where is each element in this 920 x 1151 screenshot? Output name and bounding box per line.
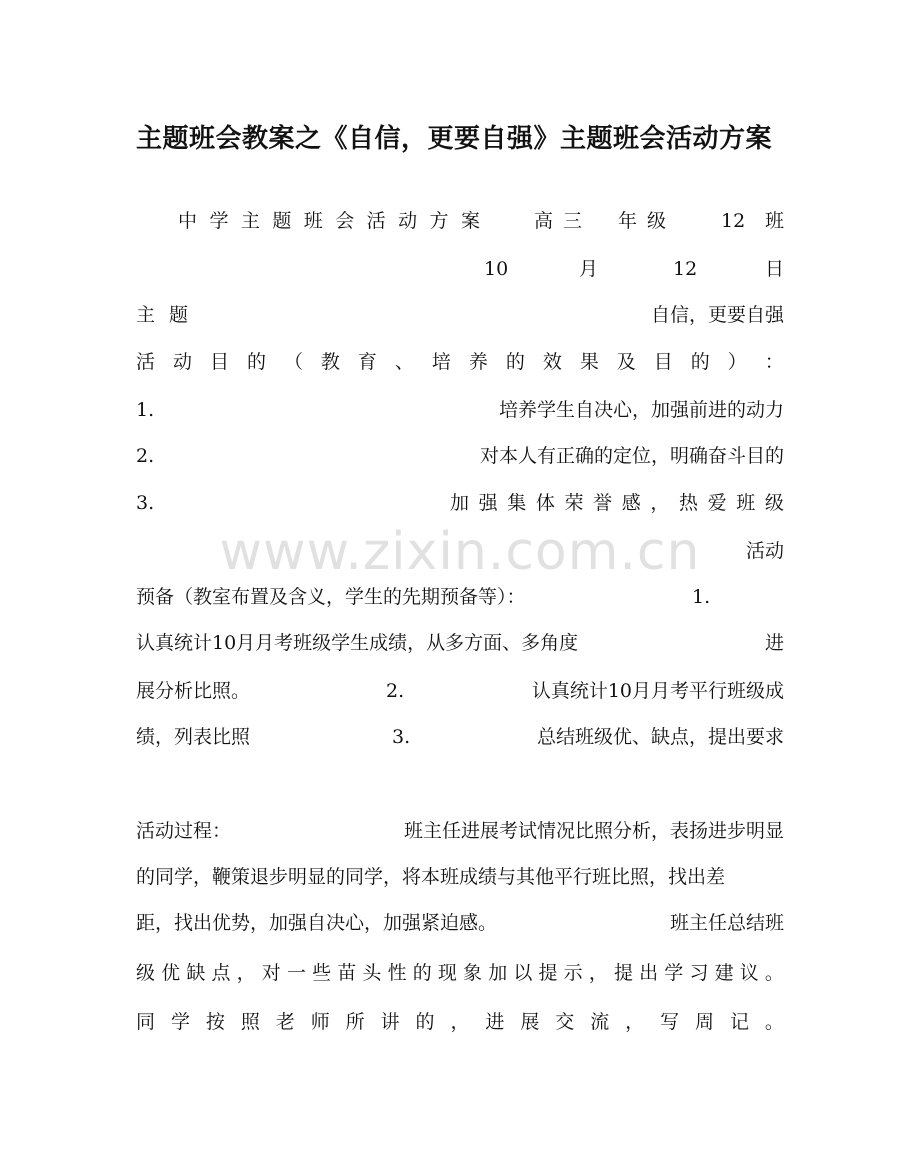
text-char: 活 bbox=[366, 210, 386, 232]
text-char: 级 bbox=[764, 492, 784, 514]
text-char: 案 bbox=[460, 210, 480, 232]
goal-3-text bbox=[450, 488, 784, 518]
prep-text-1-tail: 进 bbox=[764, 632, 784, 654]
text-char: 按 bbox=[205, 1011, 225, 1033]
text-char: 进 bbox=[485, 1011, 505, 1033]
text-char: 学 bbox=[170, 1011, 190, 1033]
text-char: 苗 bbox=[337, 962, 357, 984]
topic-line bbox=[136, 300, 784, 330]
text-char: 优 bbox=[161, 962, 181, 984]
text-char: 写 bbox=[660, 1011, 680, 1033]
text-char: 交 bbox=[555, 1011, 575, 1033]
prep-line-4 bbox=[136, 722, 784, 752]
text-char: 动 bbox=[172, 351, 192, 373]
text-char: 缺 bbox=[186, 962, 206, 984]
goal-2-number: 2. bbox=[136, 445, 155, 467]
text-char: 。 bbox=[764, 962, 784, 984]
text-char: 、 bbox=[394, 351, 414, 373]
activity-word: 活动 bbox=[745, 540, 784, 562]
process-line-1 bbox=[136, 816, 784, 846]
text-char: 效 bbox=[542, 351, 562, 373]
text-char: 议 bbox=[739, 962, 759, 984]
prep-heading: 预备（教室布置及含义，学生的先期预备等）： bbox=[136, 586, 526, 608]
goal-3-number: 3. bbox=[136, 492, 155, 514]
watermark: www.zixin.com.cn bbox=[219, 522, 701, 582]
text-char: 以 bbox=[513, 962, 533, 984]
prep-text-2: 认真统计10月月考平行班级成 bbox=[531, 680, 784, 702]
text-char: 誉 bbox=[593, 492, 613, 514]
text-char: 主 bbox=[240, 210, 260, 232]
prep-line-1 bbox=[136, 582, 784, 612]
process-text-2: 的同学，鞭策退步明显的同学，将本班成绩与其他平行班比照，找出差 bbox=[136, 866, 726, 888]
prep-text-1: 认真统计10月月考班级学生成绩，从多方面、多角度 bbox=[136, 632, 579, 654]
date-line bbox=[136, 254, 784, 284]
text-char: 培 bbox=[431, 351, 451, 373]
prep-line-2 bbox=[136, 628, 784, 658]
text-char: 性 bbox=[387, 962, 407, 984]
text-char: ） bbox=[727, 351, 747, 373]
text-char: 动 bbox=[398, 210, 418, 232]
text-char: （ bbox=[283, 351, 303, 373]
text-char: 果 bbox=[579, 351, 599, 373]
text-char: 些 bbox=[312, 962, 332, 984]
text-char: 。 bbox=[764, 1011, 784, 1033]
prep-number-1: 1. bbox=[692, 586, 711, 608]
text-char: 提 bbox=[613, 962, 633, 984]
text-char: 活 bbox=[136, 351, 156, 373]
text-char: 照 bbox=[240, 1011, 260, 1033]
process-line-5 bbox=[136, 1007, 784, 1037]
purpose-heading bbox=[136, 347, 784, 377]
text-char: 所 bbox=[345, 1011, 365, 1033]
text-char: 周 bbox=[695, 1011, 715, 1033]
text-char: 目 bbox=[209, 351, 229, 373]
prep-line-3 bbox=[136, 676, 784, 706]
text-char: 养 bbox=[468, 351, 488, 373]
text-char: 学 bbox=[664, 962, 684, 984]
text-char: 教 bbox=[320, 351, 340, 373]
text-char: 荣 bbox=[564, 492, 584, 514]
text-char: 级 bbox=[136, 962, 156, 984]
text-char: 的 bbox=[246, 351, 266, 373]
text-char: ， bbox=[625, 1011, 645, 1033]
text-char: 流 bbox=[590, 1011, 610, 1033]
plan-heading bbox=[178, 206, 480, 236]
date-month-unit: 月 bbox=[579, 258, 599, 280]
text-char: 象 bbox=[463, 962, 483, 984]
text-char: ， bbox=[236, 962, 256, 984]
process-label: 活动过程： bbox=[136, 820, 232, 842]
text-char: 班 bbox=[303, 210, 323, 232]
text-char: 一 bbox=[286, 962, 306, 984]
text-char: 育 bbox=[357, 351, 377, 373]
text-char: 建 bbox=[714, 962, 734, 984]
text-char: 提 bbox=[538, 962, 558, 984]
text-char: 老 bbox=[275, 1011, 295, 1033]
process-line-2 bbox=[136, 862, 784, 892]
text-char: 现 bbox=[437, 962, 457, 984]
text-char: ， bbox=[650, 492, 670, 514]
process-line-4 bbox=[136, 958, 784, 988]
process-text-3b: 班主任总结班 bbox=[669, 912, 784, 934]
text-char: 同 bbox=[136, 1011, 156, 1033]
text-char: 体 bbox=[535, 492, 555, 514]
class-number: 12 bbox=[721, 210, 746, 232]
text-char: 的 bbox=[690, 351, 710, 373]
class-unit: 班 bbox=[764, 210, 784, 232]
header-line bbox=[136, 206, 784, 236]
text-char: 的 bbox=[505, 351, 525, 373]
text-char: 师 bbox=[310, 1011, 330, 1033]
text-char: 目 bbox=[653, 351, 673, 373]
date-month: 10 bbox=[484, 258, 509, 280]
text-char: 题 bbox=[272, 210, 292, 232]
text-char: 会 bbox=[335, 210, 355, 232]
date-day: 12 bbox=[673, 258, 698, 280]
text-char: 记 bbox=[729, 1011, 749, 1033]
text-char: 感 bbox=[621, 492, 641, 514]
process-line-3 bbox=[136, 908, 784, 938]
prep-number-3: 3. bbox=[392, 726, 411, 748]
text-char: 爱 bbox=[707, 492, 727, 514]
text-char: 对 bbox=[261, 962, 281, 984]
prep-text-1-end: 展分析比照。 bbox=[136, 680, 251, 702]
text-char: 习 bbox=[689, 962, 709, 984]
grade-b: 年级 bbox=[618, 210, 677, 232]
goal-3 bbox=[136, 488, 784, 518]
text-char: 示 bbox=[563, 962, 583, 984]
document-title: 主题班会教案之《自信，更要自强》主题班会活动方案 bbox=[136, 124, 773, 154]
date-day-unit: 日 bbox=[764, 258, 784, 280]
goal-1-number: 1. bbox=[136, 399, 155, 421]
topic-value: 自信，更要自强 bbox=[650, 304, 784, 326]
text-char: 热 bbox=[679, 492, 699, 514]
text-char: 展 bbox=[520, 1011, 540, 1033]
text-char: 及 bbox=[616, 351, 636, 373]
goal-2-text: 对本人有正确的定位，明确奋斗目的 bbox=[479, 445, 784, 467]
process-text-3a: 距，找出优势，加强自决心，加强紧迫感。 bbox=[136, 912, 498, 934]
text-char: 方 bbox=[429, 210, 449, 232]
text-char: 的 bbox=[415, 1011, 435, 1033]
text-char: 中 bbox=[178, 210, 198, 232]
activity-line bbox=[136, 536, 784, 566]
text-char: 集 bbox=[507, 492, 527, 514]
text-char: 班 bbox=[736, 492, 756, 514]
topic-label: 主 题 bbox=[136, 304, 193, 326]
process-text-1: 班主任进展考试情况比照分析，表扬进步明显 bbox=[403, 820, 784, 842]
text-char: 的 bbox=[412, 962, 432, 984]
prep-text-2-end: 绩，列表比照 bbox=[136, 726, 251, 748]
text-char: 点 bbox=[211, 962, 231, 984]
prep-number-2: 2. bbox=[386, 680, 405, 702]
text-char: 出 bbox=[639, 962, 659, 984]
prep-text-3: 总结班级优、缺点，提出要求 bbox=[536, 726, 784, 748]
text-char: 学 bbox=[209, 210, 229, 232]
text-char: 头 bbox=[362, 962, 382, 984]
text-char: ， bbox=[588, 962, 608, 984]
text-char: 加 bbox=[488, 962, 508, 984]
grade-a: 高三 bbox=[534, 210, 593, 232]
text-char: ， bbox=[450, 1011, 470, 1033]
goal-2 bbox=[136, 441, 784, 471]
text-char: ： bbox=[764, 351, 784, 373]
goal-1-text: 培养学生自决心，加强前进的动力 bbox=[498, 399, 784, 421]
text-char: 强 bbox=[478, 492, 498, 514]
text-char: 加 bbox=[450, 492, 470, 514]
text-char: 讲 bbox=[380, 1011, 400, 1033]
goal-1 bbox=[136, 395, 784, 425]
